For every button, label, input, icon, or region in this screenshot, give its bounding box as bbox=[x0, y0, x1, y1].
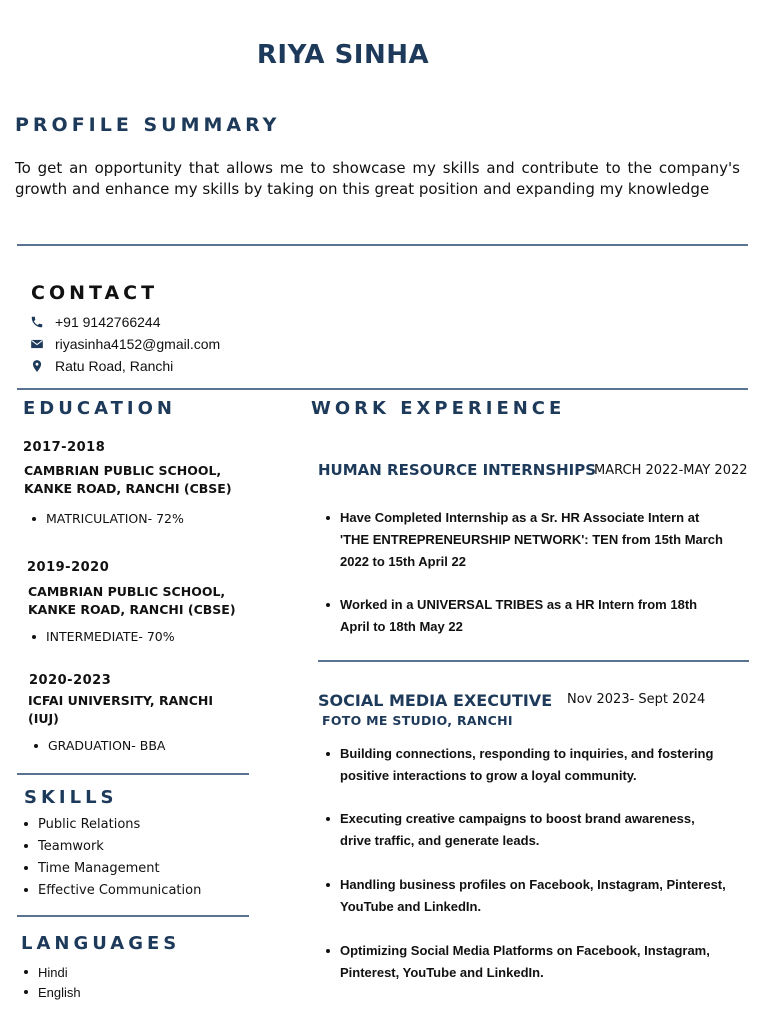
education-result-text: MATRICULATION- 72% bbox=[46, 511, 184, 526]
education-school-line: CAMBRIAN PUBLIC SCHOOL, bbox=[24, 463, 222, 478]
education-school-line: ICFAI UNIVERSITY, RANCHI bbox=[28, 693, 214, 708]
language-text: English bbox=[38, 984, 81, 1000]
email-icon bbox=[30, 337, 44, 351]
language-item bbox=[24, 963, 68, 981]
address-text: Ratu Road, Ranchi bbox=[55, 358, 174, 374]
bullet-dot bbox=[24, 822, 28, 826]
job-bullet-text: Handling business profiles on Facebook, Instagram, Pinterest, YouTube and LinkedIn. bbox=[340, 877, 726, 914]
skill-text: Public Relations bbox=[38, 816, 141, 832]
contact-address bbox=[30, 356, 173, 376]
job-bullet-text: Worked in a UNIVERSAL TRIBES as a HR Intern from 18th April to 18th May 22 bbox=[340, 597, 698, 634]
education-years: 2020-2023 bbox=[29, 673, 112, 688]
skill-text: Time Management bbox=[38, 860, 160, 876]
contact-title: CONTACT bbox=[31, 282, 159, 304]
phone-number: +91 9142766244 bbox=[55, 314, 161, 330]
company-name: FOTO ME STUDIO, RANCHI bbox=[322, 713, 513, 728]
job-bullet-text: Executing creative campaigns to boost brand awareness, drive traffic, and generate leads. bbox=[340, 811, 695, 848]
profile-summary-title: PROFILE SUMMARY bbox=[15, 114, 281, 136]
bullet-dot bbox=[32, 635, 36, 639]
profile-summary-text: To get an opportunity that allows me to showcase my skills and contribute to the company's growth and enhance my skills by taking on this great position and expanding my knowledge bbox=[15, 159, 740, 198]
language-text: Hindi bbox=[38, 964, 68, 980]
education-years: 2019-2020 bbox=[27, 560, 110, 575]
education-result bbox=[34, 738, 165, 753]
languages-title: LANGUAGES bbox=[21, 933, 181, 954]
job-bullet bbox=[326, 874, 726, 918]
phone-icon bbox=[30, 315, 44, 329]
divider bbox=[17, 244, 748, 246]
skill-item bbox=[24, 859, 160, 877]
bullet-dot bbox=[24, 990, 28, 994]
bullet-dot bbox=[326, 949, 330, 953]
location-pin-icon bbox=[30, 359, 44, 373]
education-school-line: KANKE ROAD, RANCHI (CBSE) bbox=[24, 481, 232, 496]
skill-text: Effective Communication bbox=[38, 882, 202, 898]
job-title: SOCIAL MEDIA EXECUTIVE bbox=[318, 691, 553, 710]
bullet-dot bbox=[24, 970, 28, 974]
work-experience-title: WORK EXPERIENCE bbox=[311, 398, 566, 419]
education-school-line: KANKE ROAD, RANCHI (CBSE) bbox=[28, 602, 236, 617]
bullet-dot bbox=[34, 744, 38, 748]
bullet-dot bbox=[24, 844, 28, 848]
job-dates: Nov 2023- Sept 2024 bbox=[567, 692, 706, 707]
bullet-dot bbox=[326, 752, 330, 756]
job-bullet-text: Building connections, responding to inquiries, and fostering positive interactions to grow a loyal community. bbox=[340, 746, 714, 783]
job-title: HUMAN RESOURCE INTERNSHIPS bbox=[318, 461, 597, 479]
job-bullet bbox=[326, 743, 726, 787]
job-bullet-text: Have Completed Internship as a Sr. HR Associate Intern at 'THE ENTREPRENEURSHIP NETWORK': TEN from 15th March 2022 to 15th April 22 bbox=[340, 510, 723, 569]
contact-phone[interactable] bbox=[30, 312, 161, 332]
job-bullet bbox=[326, 594, 726, 638]
skill-item bbox=[24, 881, 201, 899]
job-dates: MARCH 2022-MAY 2022 bbox=[594, 463, 748, 478]
education-result bbox=[32, 511, 184, 526]
education-title: EDUCATION bbox=[23, 398, 176, 419]
education-result-text: INTERMEDIATE- 70% bbox=[46, 629, 175, 644]
education-school-line: CAMBRIAN PUBLIC SCHOOL, bbox=[28, 584, 226, 599]
education-result bbox=[32, 629, 175, 644]
bullet-dot bbox=[326, 603, 330, 607]
job-bullet-text: Optimizing Social Media Platforms on Facebook, Instagram, Pinterest, YouTube and LinkedIn. bbox=[340, 943, 710, 980]
skill-text: Teamwork bbox=[38, 838, 104, 854]
bullet-dot bbox=[326, 883, 330, 887]
job-bullet bbox=[326, 808, 726, 852]
email-address: riyasinha4152@gmail.com bbox=[55, 336, 221, 352]
bullet-dot bbox=[326, 516, 330, 520]
language-item bbox=[24, 983, 81, 1001]
bullet-dot bbox=[326, 817, 330, 821]
contact-email[interactable] bbox=[30, 334, 220, 354]
education-result-text: GRADUATION- BBA bbox=[48, 738, 166, 753]
skill-item bbox=[24, 837, 104, 855]
divider bbox=[17, 773, 249, 775]
bullet-dot bbox=[32, 517, 36, 521]
education-years: 2017-2018 bbox=[23, 440, 106, 455]
divider bbox=[17, 388, 748, 390]
job-bullet bbox=[326, 940, 726, 984]
bullet-dot bbox=[24, 888, 28, 892]
divider bbox=[17, 915, 249, 917]
job-bullet bbox=[326, 507, 726, 573]
divider bbox=[318, 660, 749, 662]
skill-item bbox=[24, 815, 140, 833]
bullet-dot bbox=[24, 866, 28, 870]
education-school-line: (IUJ) bbox=[28, 711, 59, 726]
candidate-name: RIYA SINHA bbox=[256, 40, 430, 70]
skills-title: SKILLS bbox=[24, 787, 118, 808]
